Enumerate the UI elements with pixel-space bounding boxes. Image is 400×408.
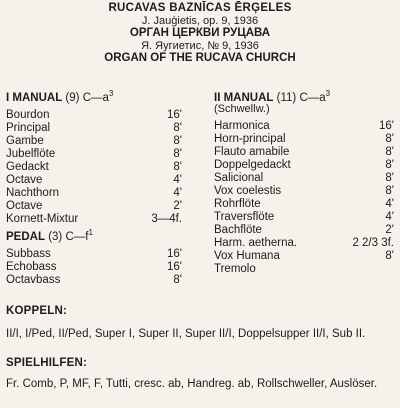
stop-name: Principal	[6, 122, 51, 134]
stop-name: Echobass	[6, 261, 57, 273]
stop-feet: 4'	[173, 187, 182, 199]
manual2-stop-list	[214, 120, 394, 276]
left-column	[6, 89, 194, 287]
stop-feet: 8'	[173, 274, 182, 286]
pedal-range: C—f	[65, 231, 89, 243]
stop-name: Vox coelestis	[214, 185, 282, 197]
stop-row	[6, 161, 194, 174]
koppeln-text: II/I, I/Ped, II/Ped, Super I, Super II, Super II/I, Doppelsupper II/I, Sub II.	[6, 328, 366, 340]
stop-row	[214, 133, 394, 146]
stop-row	[6, 135, 194, 148]
stop-row	[214, 185, 394, 198]
stop-row	[214, 159, 394, 172]
stop-row	[214, 120, 394, 133]
stop-row	[6, 248, 194, 261]
right-column	[214, 89, 394, 276]
header	[0, 2, 400, 65]
stop-name: Horn-principal	[214, 133, 286, 145]
stop-row	[214, 224, 394, 237]
stop-name: Octave	[6, 200, 43, 212]
stop-name: Nachthorn	[6, 187, 60, 199]
stop-name: Octave	[6, 174, 43, 186]
stop-feet: 8'	[385, 146, 394, 158]
koppeln-section	[6, 305, 396, 341]
manual2-range: C—a	[299, 92, 326, 104]
stop-row	[6, 122, 194, 135]
pedal-heading	[6, 228, 194, 244]
stop-row	[214, 263, 394, 276]
stop-row	[6, 187, 194, 200]
stop-row	[6, 109, 194, 122]
stop-feet: 3—4f.	[151, 213, 182, 225]
stop-feet: 16'	[167, 261, 182, 273]
stop-feet: 2'	[385, 224, 394, 236]
stop-name: Traversflöte	[214, 211, 275, 223]
stop-name: Flauto amabile	[214, 146, 290, 158]
stop-row	[214, 211, 394, 224]
koppeln-title: KOPPELN:	[6, 305, 68, 317]
stop-feet: 4'	[173, 174, 182, 186]
pedal-range-sup: 1	[88, 228, 93, 238]
stop-row	[214, 250, 394, 263]
stop-feet: 4'	[385, 211, 394, 223]
stop-row	[6, 174, 194, 187]
stop-feet: 8'	[385, 185, 394, 197]
stop-name: Bourdon	[6, 109, 50, 121]
stop-row	[6, 213, 194, 226]
stop-row	[214, 198, 394, 211]
stop-feet: 8'	[173, 122, 182, 134]
stop-feet: 16'	[167, 109, 182, 121]
pedal-name: PEDAL	[6, 231, 45, 243]
stop-name: Doppelgedackt	[214, 159, 291, 171]
stop-feet: 8'	[173, 148, 182, 160]
stop-feet: 8'	[385, 172, 394, 184]
credit-latvian: J. Jauģietis, op. 9, 1936	[141, 14, 259, 27]
stop-row	[214, 237, 394, 250]
stop-feet: 16'	[167, 248, 182, 260]
stop-name: Rohrflöte	[214, 198, 261, 210]
spielhilfen-title: SPIELHILFEN:	[6, 357, 87, 369]
manual1-stop-list	[6, 109, 194, 226]
manual2-range-sup: 3	[325, 89, 331, 99]
stop-name: Bachflöte	[214, 224, 262, 236]
stop-row	[6, 148, 194, 161]
stop-name: Vox Humana	[214, 250, 280, 262]
title-russian: ОРГАН ЦЕРКВИ РУЦАВА	[129, 27, 271, 40]
stop-feet: 8'	[173, 135, 182, 147]
title-latvian: RUCAVAS BAZNĪCAS ĒRĢELES	[108, 2, 292, 14]
stop-name: Kornett-Mixtur	[6, 213, 79, 225]
title-english: ORGAN OF THE RUCAVA CHURCH	[104, 52, 296, 65]
stop-name: Salicional	[214, 172, 264, 184]
stop-name: Subbass	[6, 248, 51, 260]
stop-row	[214, 172, 394, 185]
stop-feet: 2'	[173, 200, 182, 212]
spielhilfen-section	[6, 357, 396, 391]
stop-name: Jubelflöte	[6, 148, 56, 160]
manual1-heading	[6, 89, 194, 105]
stop-feet: 8'	[385, 159, 394, 171]
stop-row	[6, 200, 194, 213]
stop-name: Harmonica	[214, 120, 270, 132]
stop-name: Octavbass	[6, 274, 61, 286]
stop-feet: 8'	[385, 250, 394, 262]
manual1-range-sup: 3	[108, 89, 114, 99]
stop-row	[6, 274, 194, 287]
stop-name: Gambe	[6, 135, 44, 147]
manual2-name: II MANUAL	[214, 92, 274, 104]
pedal-stop-list	[6, 248, 194, 287]
stop-feet: 8'	[385, 133, 394, 145]
stop-name: Tremolo	[214, 263, 256, 275]
credit-russian: Я. Яугиетис, № 9, 1936	[141, 39, 259, 52]
pedal-count: (3)	[48, 231, 63, 243]
stop-name: Gedackt	[6, 161, 49, 173]
stop-row	[214, 146, 394, 159]
stop-feet: 4'	[385, 198, 394, 210]
manual2-subtitle: (Schwellw.)	[214, 103, 270, 115]
stop-feet: 16'	[379, 120, 394, 132]
manual1-range: C—a	[82, 92, 109, 104]
stop-row	[6, 261, 194, 274]
manual2-count: (11)	[276, 92, 297, 104]
manual1-count: (9)	[65, 92, 80, 104]
stop-name: Harm. aetherna.	[214, 237, 298, 249]
manual1-name: I MANUAL	[6, 92, 63, 104]
spielhilfen-text: Fr. Comb, P, MF, F, Tutti, cresc. ab, Handreg. ab, Rollschweller, Auslöser.	[6, 378, 378, 390]
stop-feet: 8'	[173, 161, 182, 173]
stop-feet: 2 2/3 3f.	[352, 237, 394, 249]
